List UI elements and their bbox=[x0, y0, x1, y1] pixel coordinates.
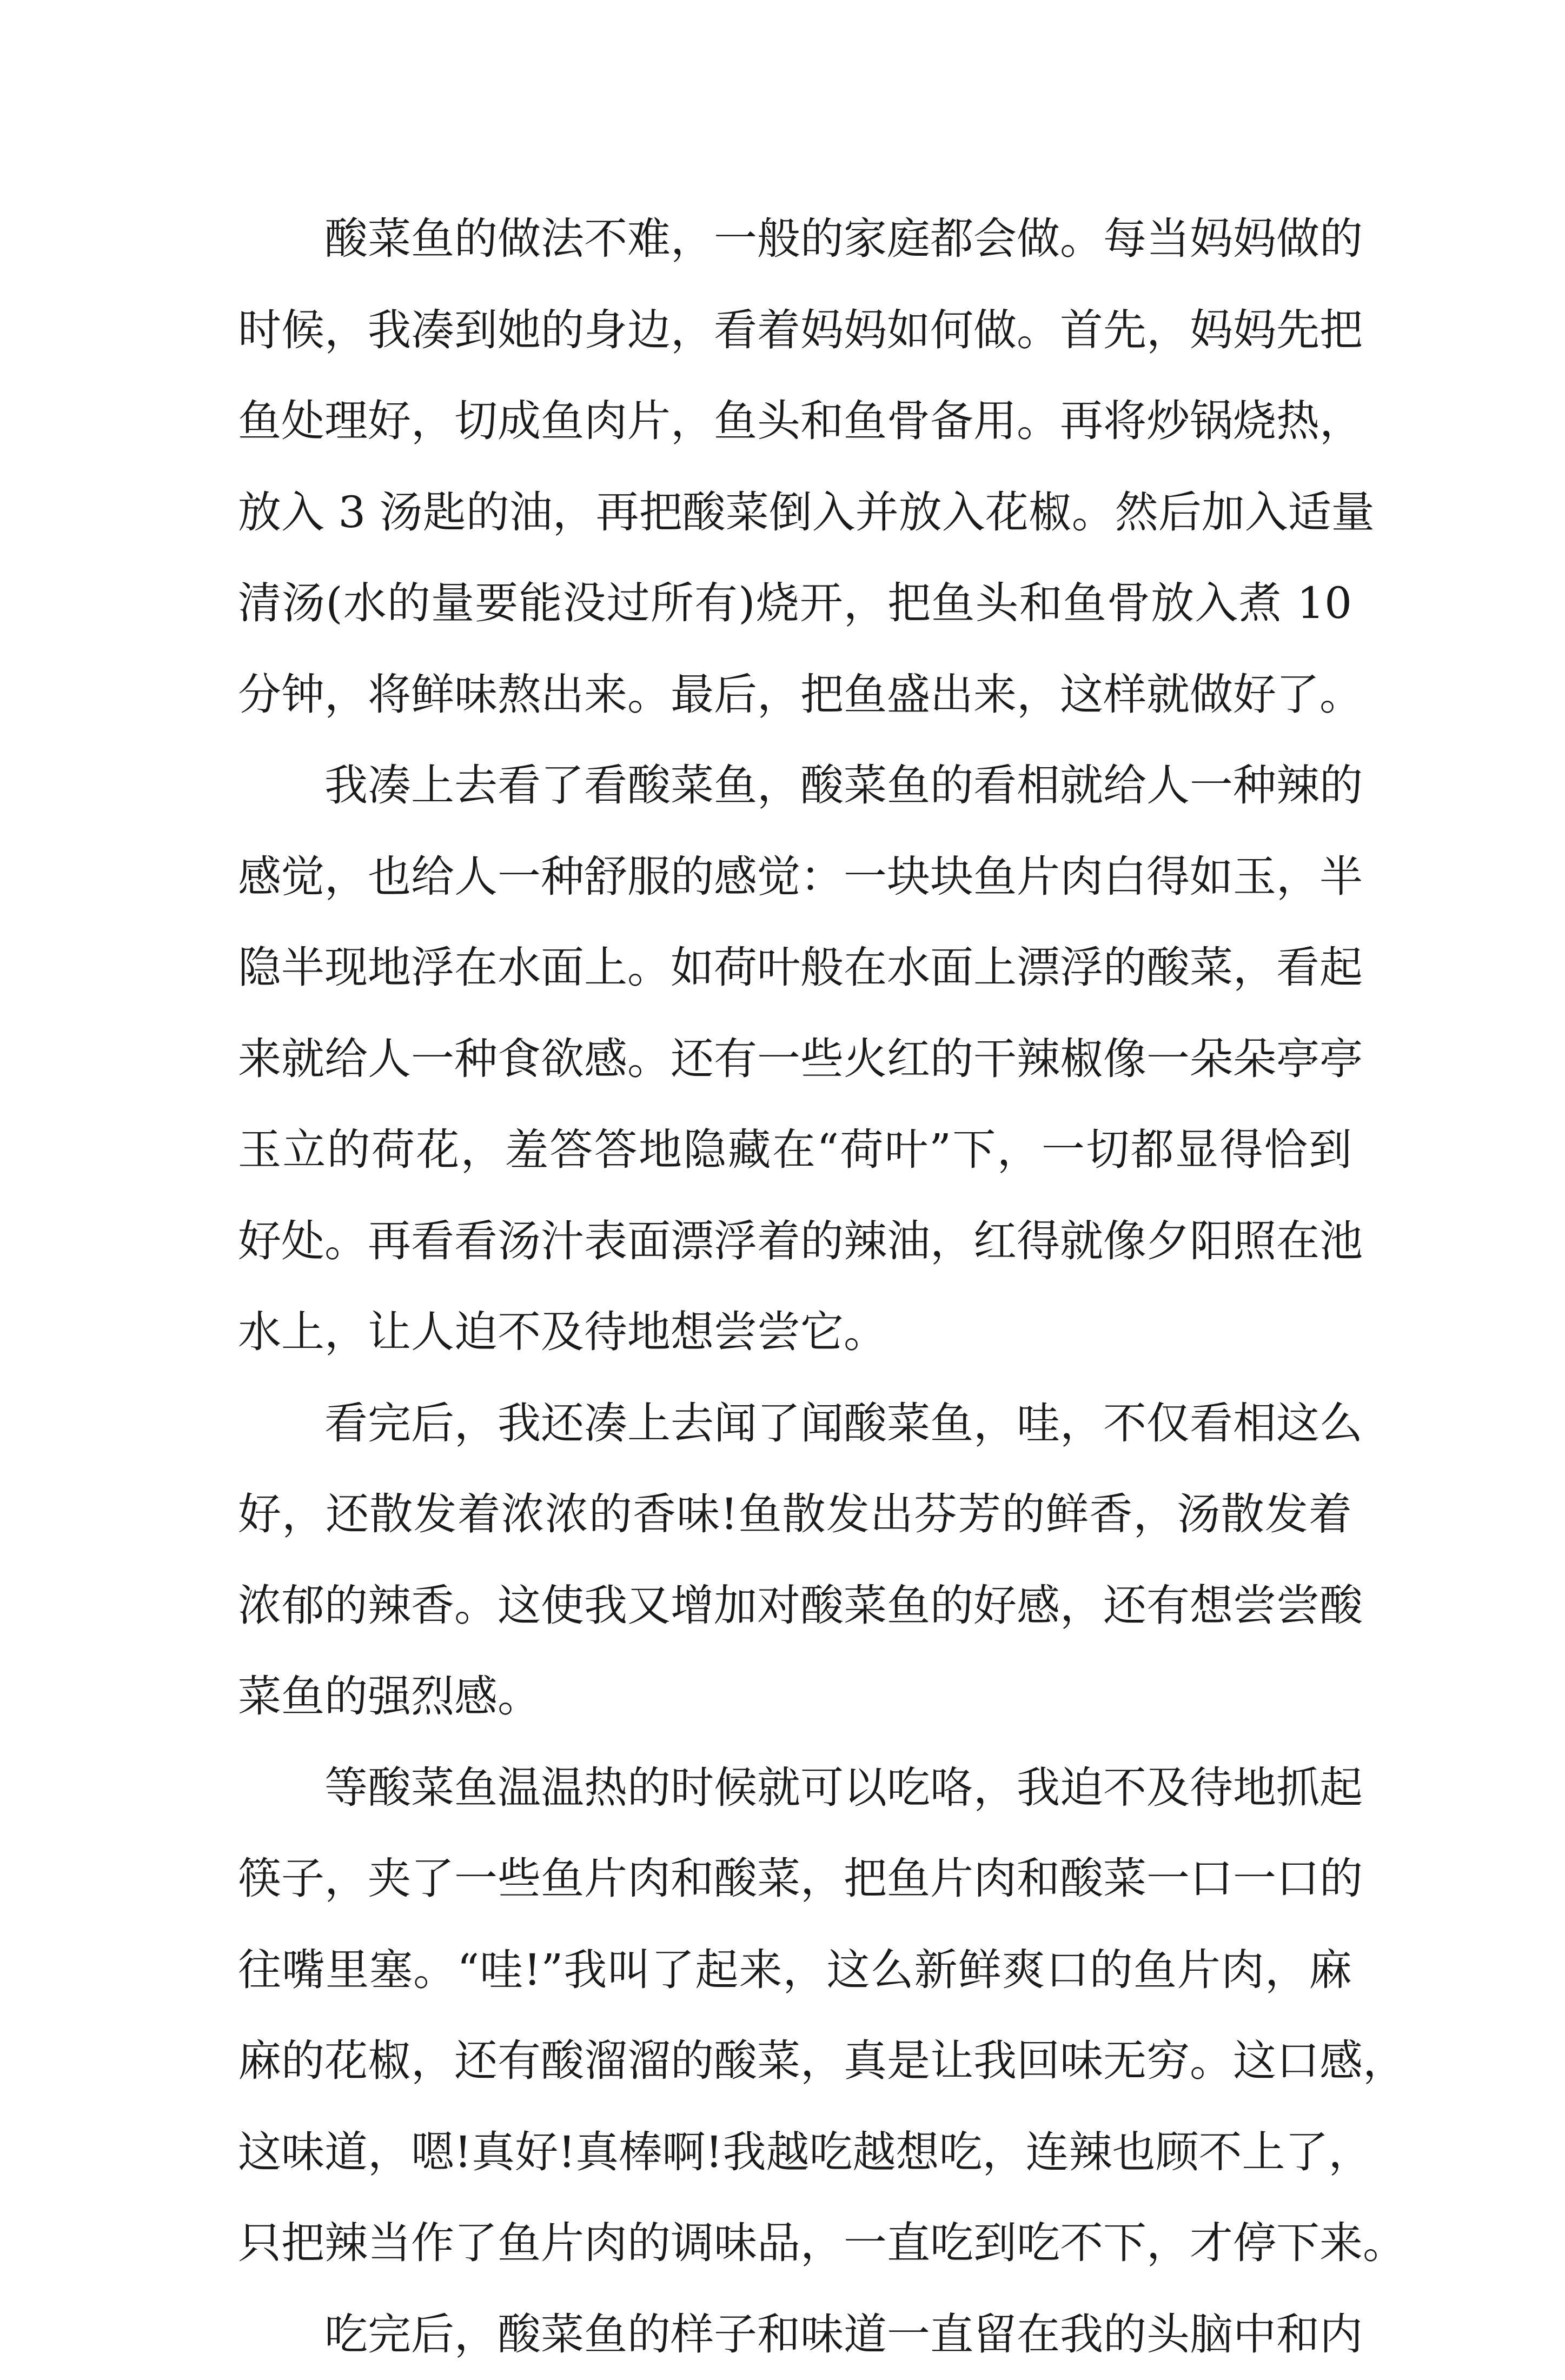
text-line: 清汤(水的量要能没过所有)烧开，把鱼头和鱼骨放入煮 10 bbox=[238, 558, 1352, 649]
text-line: 吃完后，酸菜鱼的样子和味道一直留在我的头脑中和内 bbox=[238, 2289, 1352, 2380]
text-line: 隐半现地浮在水面上。如荷叶般在水面上漂浮的酸菜，看起 bbox=[238, 922, 1352, 1014]
text-line: 筷子，夹了一些鱼片肉和酸菜，把鱼片肉和酸菜一口一口的 bbox=[238, 1833, 1352, 1925]
text-line: 浓郁的辣香。这使我又增加对酸菜鱼的好感，还有想尝尝酸 bbox=[238, 1560, 1352, 1652]
text-line: 等酸菜鱼温温热的时候就可以吃咯，我迫不及待地抓起 bbox=[238, 1743, 1352, 1834]
text-line: 菜鱼的强烈感。 bbox=[238, 1651, 1352, 1743]
text-line: 只把辣当作了鱼片肉的调味品，一直吃到吃不下，才停下来。 bbox=[238, 2198, 1352, 2289]
document-body bbox=[238, 194, 1352, 2380]
text-line: 我凑上去看了看酸菜鱼，酸菜鱼的看相就给人一种辣的 bbox=[238, 740, 1352, 832]
text-line: 来就给人一种食欲感。还有一些火红的干辣椒像一朵朵亭亭 bbox=[238, 1014, 1352, 1105]
text-line: 水上，让人迫不及待地想尝尝它。 bbox=[238, 1287, 1352, 1378]
text-line: 看完后，我还凑上去闻了闻酸菜鱼，哇，不仅看相这么 bbox=[238, 1378, 1352, 1470]
text-line: 酸菜鱼的做法不难，一般的家庭都会做。每当妈妈做的 bbox=[238, 194, 1352, 285]
paragraph bbox=[238, 1378, 1352, 1743]
text-line: 好，还散发着浓浓的香味!鱼散发出芬芳的鲜香，汤散发着 bbox=[238, 1469, 1352, 1560]
text-line: 感觉，也给人一种舒服的感觉：一块块鱼片肉白得如玉，半 bbox=[238, 832, 1352, 923]
text-line: 鱼处理好，切成鱼肉片，鱼头和鱼骨备用。再将炒锅烧热， bbox=[238, 376, 1352, 467]
paragraph bbox=[238, 1743, 1352, 2289]
paragraph bbox=[238, 2289, 1352, 2380]
text-line: 这味道，嗯!真好!真棒啊!我越吃越想吃，连辣也顾不上了， bbox=[238, 2107, 1352, 2198]
paragraph bbox=[238, 740, 1352, 1378]
text-line: 放入 3 汤匙的油，再把酸菜倒入并放入花椒。然后加入适量 bbox=[238, 467, 1352, 559]
text-line: 麻的花椒，还有酸溜溜的酸菜，真是让我回味无穷。这口感， bbox=[238, 2016, 1352, 2107]
text-line: 玉立的荷花，羞答答地隐藏在“荷叶”下，一切都显得恰到 bbox=[238, 1105, 1352, 1196]
paragraph bbox=[238, 194, 1352, 740]
text-line: 好处。再看看汤汁表面漂浮着的辣油，红得就像夕阳照在池 bbox=[238, 1196, 1352, 1287]
text-line: 分钟，将鲜味熬出来。最后，把鱼盛出来，这样就做好了。 bbox=[238, 649, 1352, 741]
text-line: 时候，我凑到她的身边，看着妈妈如何做。首先，妈妈先把 bbox=[238, 285, 1352, 376]
text-line: 往嘴里塞。“哇!”我叫了起来，这么新鲜爽口的鱼片肉，麻 bbox=[238, 1925, 1352, 2016]
